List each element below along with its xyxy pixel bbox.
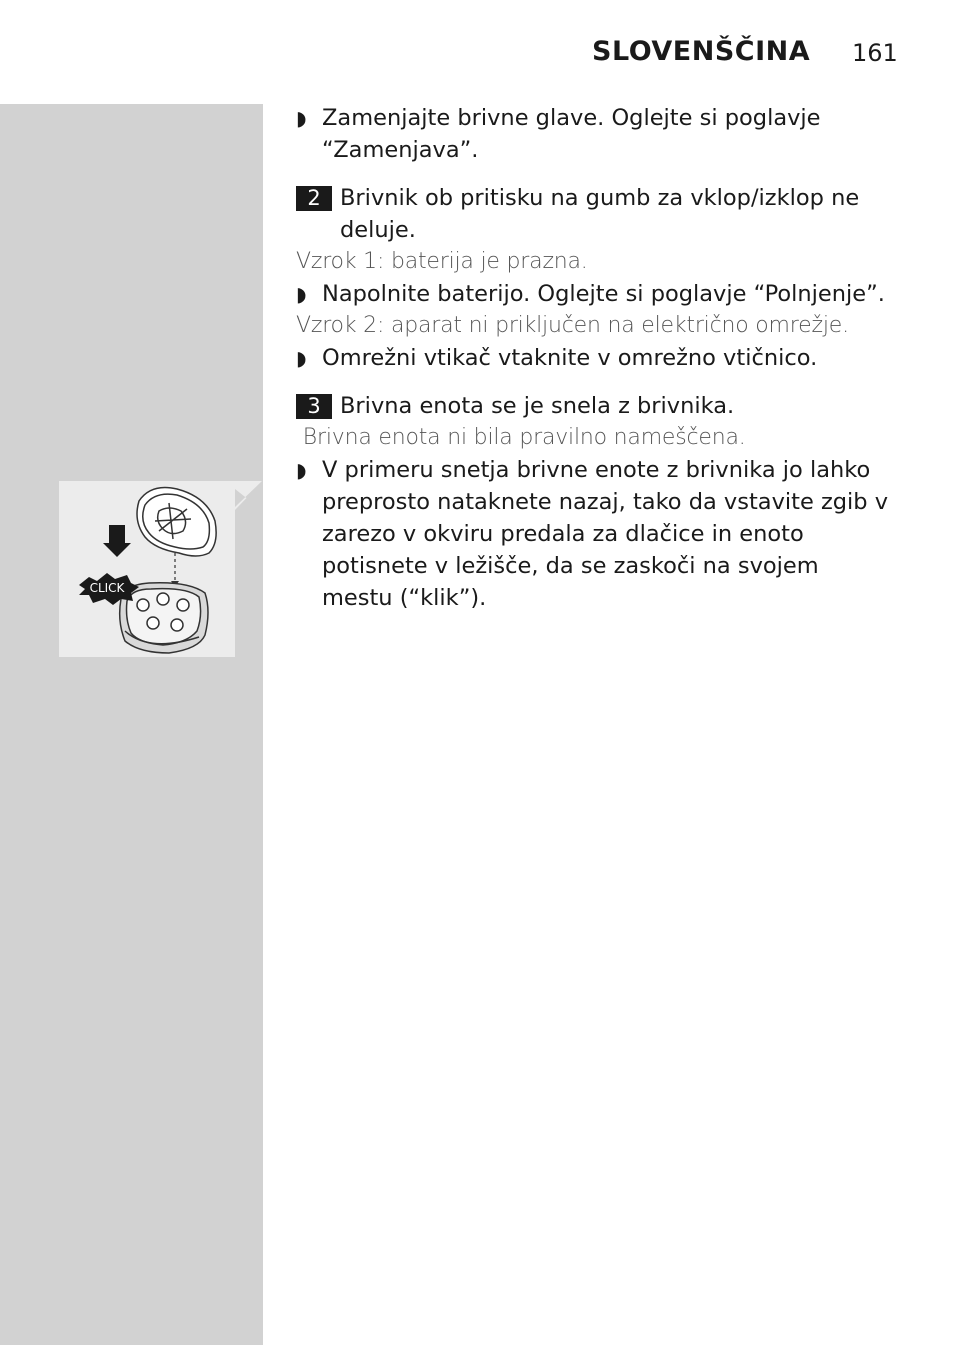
- bullet-item: [296, 342, 896, 374]
- callout-pointer: [234, 481, 263, 511]
- cause-text: Vzrok 1: baterija je prazna.: [296, 249, 588, 274]
- shaving-unit-icon: [137, 488, 216, 557]
- bullet-text: Zamenjajte brivne glave. Oglejte si poglavje “Zamenjava”.: [322, 105, 821, 163]
- cause-text: Brivna enota ni bila pravilno nameščena.: [296, 425, 746, 450]
- step-number: 2: [296, 186, 332, 211]
- language-heading: SLOVENŠČINA: [592, 36, 811, 67]
- shaver-body-icon: [120, 583, 208, 653]
- step-heading: [296, 390, 896, 422]
- step-heading: [296, 182, 896, 246]
- bullet-text: V primeru snetja brivne enote z brivnika jo lahko preprosto nataknete nazaj, tako da vstavite zgib v zarezo v okviru predala za dlačice in enoto potisnete v ležišče, da se zaskoči na svojem mestu (“klik”).: [322, 457, 889, 611]
- arrow-down-icon: [103, 525, 131, 557]
- cause-text: Vzrok 2: aparat ni priključen na električno omrežje.: [296, 313, 849, 338]
- step-text: Brivna enota se je snela z brivnika.: [340, 393, 735, 419]
- bullet-item: [296, 278, 896, 310]
- bullet-icon: ◗: [296, 282, 307, 306]
- step-text: Brivnik ob pritisku na gumb za vklop/izklop ne deluje.: [340, 185, 860, 243]
- bullet-item: [296, 102, 896, 166]
- bullet-icon: ◗: [296, 106, 307, 130]
- sidebar-panel: [0, 104, 263, 1345]
- page-number: 161: [852, 39, 898, 67]
- bullet-icon: ◗: [296, 346, 307, 370]
- bullet-icon: ◗: [296, 458, 307, 482]
- click-burst-icon: [79, 573, 139, 605]
- bullet-text: Napolnite baterijo. Oglejte si poglavje “Polnjenje”.: [322, 281, 885, 307]
- shaver-drawing: [59, 481, 235, 657]
- click-label: CLICK: [89, 581, 125, 595]
- step-number: 3: [296, 394, 332, 419]
- shaver-illustration: [59, 481, 235, 657]
- bullet-item: [296, 454, 896, 614]
- content-column: [296, 102, 896, 614]
- bullet-text: Omrežni vtikač vtaknite v omrežno vtičnico.: [322, 345, 818, 371]
